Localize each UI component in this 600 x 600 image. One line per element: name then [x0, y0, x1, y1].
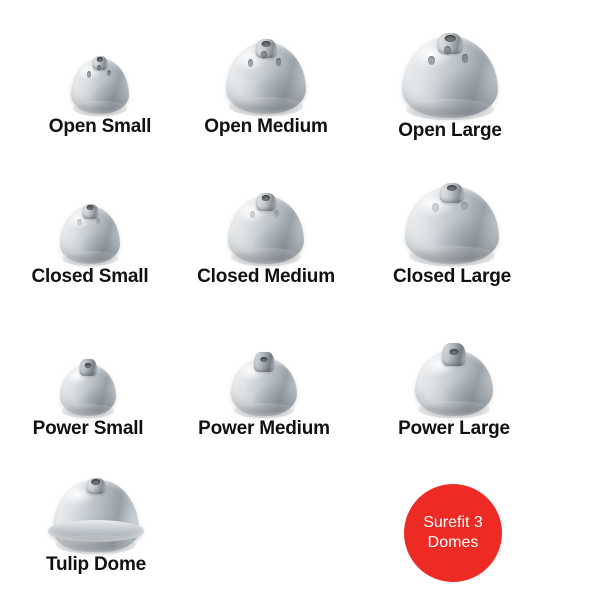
dome-image-closed-small [0, 166, 190, 264]
dome-image-tulip-dome [0, 452, 196, 552]
product-label: Power Large [398, 418, 510, 439]
product-power-medium[interactable] [164, 310, 364, 440]
product-label: Power Medium [198, 418, 330, 439]
dome-graphic [228, 196, 304, 264]
product-closed-small[interactable] [0, 166, 190, 288]
product-power-small[interactable] [0, 320, 188, 440]
product-power-large[interactable] [354, 304, 554, 440]
dome-image-power-large [354, 304, 554, 416]
product-label: Closed Small [31, 266, 149, 287]
product-open-large[interactable] [350, 0, 550, 142]
product-label: Open Small [48, 116, 152, 137]
dome-image-power-medium [164, 310, 364, 416]
dome-graphic [415, 350, 493, 416]
dome-graphic [53, 480, 139, 552]
dome-graphic [60, 364, 116, 416]
dome-graphic [60, 206, 120, 264]
product-closed-medium[interactable] [166, 156, 366, 288]
product-label: Tulip Dome [45, 554, 147, 575]
product-label: Closed Medium [197, 266, 335, 287]
dome-graphic [402, 36, 498, 118]
product-label: Power Small [32, 418, 144, 439]
dome-image-closed-medium [166, 156, 366, 264]
product-label: Closed Large [393, 266, 511, 287]
dome-image-closed-large [352, 150, 552, 264]
product-label: Open Medium [204, 116, 328, 137]
dome-graphic [231, 358, 297, 416]
badge-line-2: Domes [427, 534, 479, 551]
dome-image-power-small [0, 320, 188, 416]
dome-graphic [226, 42, 306, 114]
product-tulip-dome[interactable] [0, 452, 196, 576]
dome-graphic [71, 58, 129, 114]
badge-line-1: Surefit 3 [423, 514, 483, 531]
dome-image-open-large [350, 0, 550, 118]
product-open-medium[interactable] [166, 0, 366, 138]
dome-image-open-medium [166, 0, 366, 114]
dome-graphic [405, 186, 499, 264]
product-label: Open Large [398, 120, 502, 141]
product-closed-large[interactable] [352, 150, 552, 288]
surefit-3-domes-badge [404, 484, 502, 582]
